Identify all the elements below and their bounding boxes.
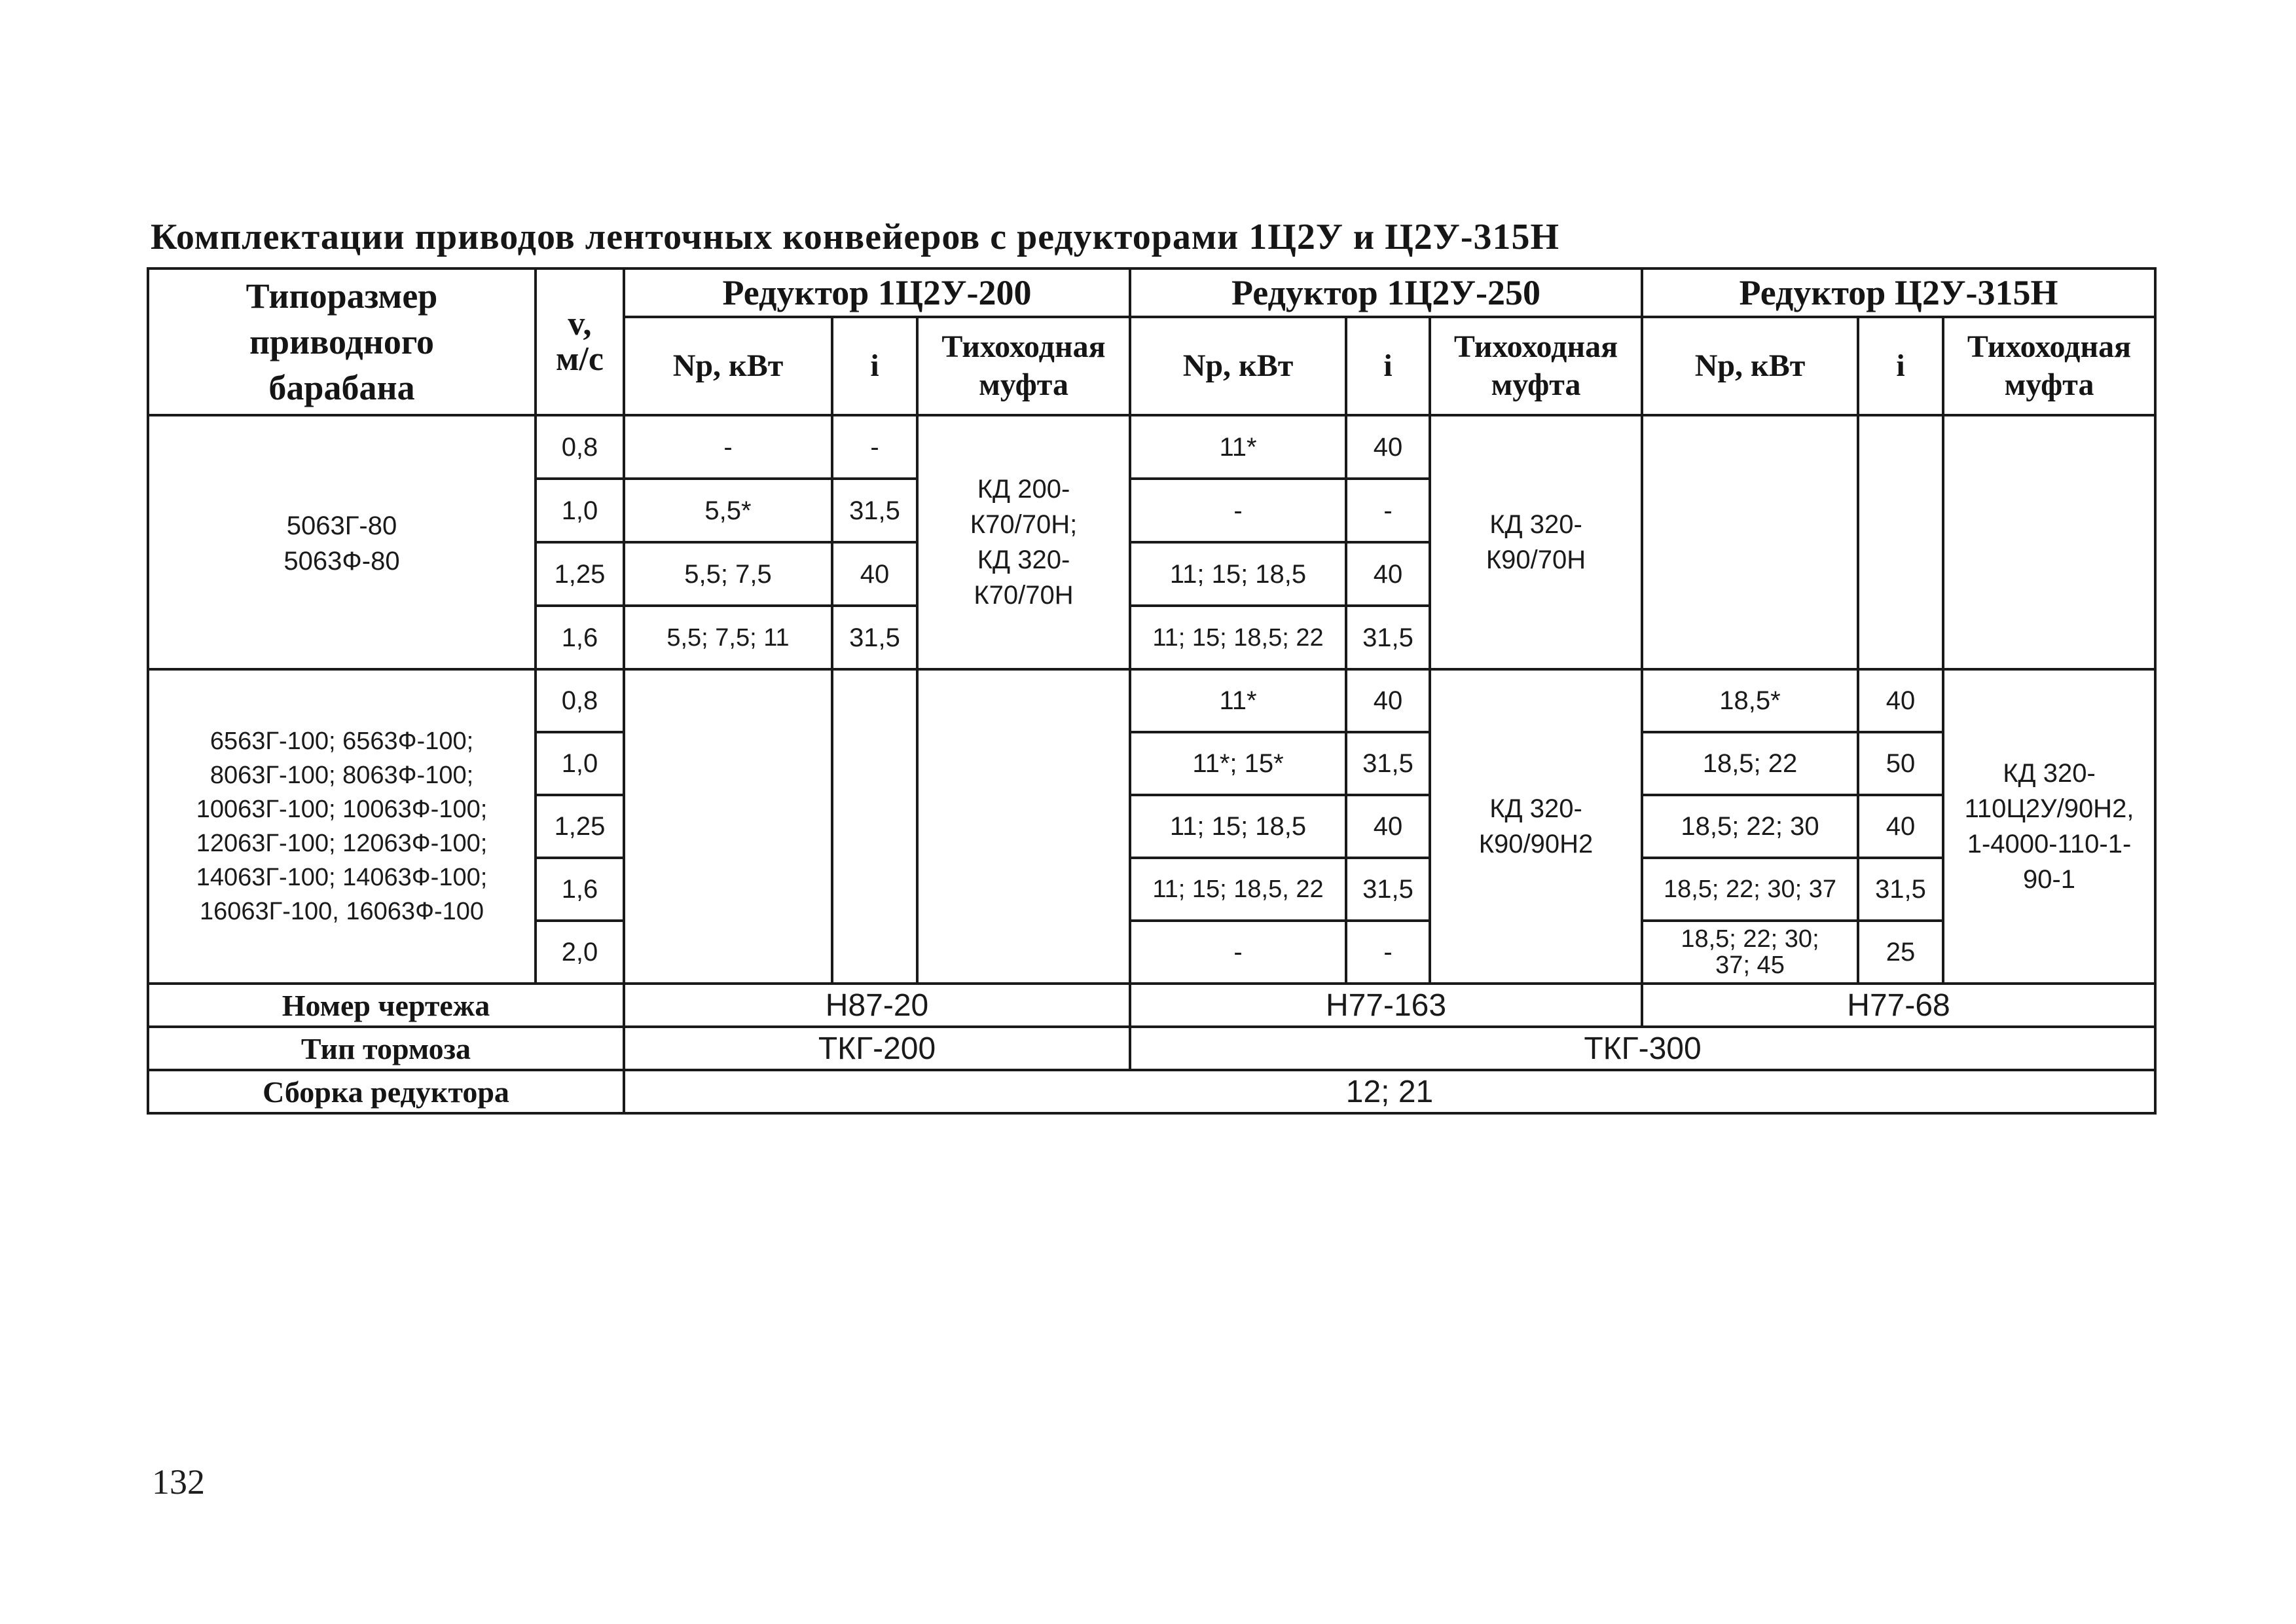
header-coupling-250: Тихоходная муфта: [1430, 317, 1642, 415]
np315-cell: 18,5; 22; 30: [1642, 795, 1858, 858]
speed-cell: 1,6: [536, 858, 624, 921]
i315-cell: 40: [1858, 795, 1943, 858]
header-np-315: Np, кВт: [1642, 317, 1858, 415]
np315-cell: 18,5*: [1642, 669, 1858, 732]
header-reducer-315: Редуктор Ц2У-315Н: [1642, 268, 2155, 317]
i250-cell: -: [1346, 921, 1430, 984]
speed-cell: 1,0: [536, 479, 624, 542]
speed-cell: 1,0: [536, 732, 624, 795]
np200-cell: -: [624, 415, 832, 479]
brake-type-200: ТКГ-200: [624, 1027, 1130, 1070]
drawing-number-250: Н77-163: [1130, 984, 1642, 1027]
header-reducer-200: Редуктор 1Ц2У-200: [624, 268, 1130, 317]
header-i-250: i: [1346, 317, 1430, 415]
header-i-200: i: [832, 317, 917, 415]
np315-cell: 18,5; 22: [1642, 732, 1858, 795]
np250-cell: 11*: [1130, 415, 1346, 479]
i200-group2-empty: [832, 669, 917, 984]
speed-cell: 2,0: [536, 921, 624, 984]
coupling200-group2-empty: [917, 669, 1130, 984]
page-title: Комплектации приводов ленточных конвейеров с редукторами 1Ц2У и Ц2У-315Н: [151, 217, 1560, 257]
i250-cell: 40: [1346, 669, 1430, 732]
table-row: [148, 669, 2155, 732]
np250-cell: 11; 15; 18,5: [1130, 795, 1346, 858]
i250-cell: -: [1346, 479, 1430, 542]
np200-cell: 5,5*: [624, 479, 832, 542]
header-np-250: Np, кВт: [1130, 317, 1346, 415]
header-speed: v, м/с: [536, 268, 624, 415]
np315-group1: [1642, 415, 1858, 669]
np200-cell: 5,5; 7,5: [624, 542, 832, 606]
np250-cell: 11; 15; 18,5: [1130, 542, 1346, 606]
i315-cell: 25: [1858, 921, 1943, 984]
i200-cell: 40: [832, 542, 917, 606]
header-coupling-315: Тихоходная муфта: [1943, 317, 2155, 415]
i250-cell: 40: [1346, 795, 1430, 858]
i200-cell: 31,5: [832, 606, 917, 669]
header-reducer-250: Редуктор 1Ц2У-250: [1130, 268, 1642, 317]
i250-cell: 31,5: [1346, 606, 1430, 669]
np250-cell: 11*; 15*: [1130, 732, 1346, 795]
page-number: 132: [152, 1462, 205, 1502]
np200-cell: 5,5; 7,5; 11: [624, 606, 832, 669]
i315-cell: 50: [1858, 732, 1943, 795]
drawing-number-200: Н87-20: [624, 984, 1130, 1027]
np315-cell: 18,5; 22; 30; 37; 45: [1642, 921, 1858, 984]
coupling-250-group2: КД 320- К90/90Н2: [1430, 669, 1642, 984]
brake-type-250-315: ТКГ-300: [1130, 1027, 2155, 1070]
i200-cell: -: [832, 415, 917, 479]
speed-cell: 1,6: [536, 606, 624, 669]
np200-group2-empty: [624, 669, 832, 984]
coupling-250-group1: КД 320- К90/70Н: [1430, 415, 1642, 669]
i250-cell: 31,5: [1346, 858, 1430, 921]
coupling-200-group1: КД 200- К70/70Н; КД 320- К70/70Н: [917, 415, 1130, 669]
brake-type-label: Тип тормоза: [148, 1027, 624, 1070]
speed-cell: 0,8: [536, 669, 624, 732]
speed-cell: 0,8: [536, 415, 624, 479]
i200-cell: 31,5: [832, 479, 917, 542]
header-drum-size: Типоразмер приводного барабана: [148, 268, 536, 415]
coupling-315-group1: [1943, 415, 2155, 669]
np250-cell: 11; 15; 18,5, 22: [1130, 858, 1346, 921]
coupling-315-group2: КД 320- 110Ц2У/90Н2, 1-4000-110-1- 90-1: [1943, 669, 2155, 984]
drawing-number-label: Номер чертежа: [148, 984, 624, 1027]
i315-cell: 40: [1858, 669, 1943, 732]
speed-cell: 1,25: [536, 542, 624, 606]
i315-group1: [1858, 415, 1943, 669]
drum-sizes-group2: 6563Г-100; 6563Ф-100; 8063Г-100; 8063Ф-100; 10063Г-100; 10063Ф-100; 12063Г-100; 12063Ф-100; 14063Г-100; 14063Ф-100; 16063Г-100, 16063Ф-100: [148, 669, 536, 984]
reducer-assembly-label: Сборка редуктора: [148, 1070, 624, 1113]
header-i-315: i: [1858, 317, 1943, 415]
i250-cell: 31,5: [1346, 732, 1430, 795]
np250-cell: 11; 15; 18,5; 22: [1130, 606, 1346, 669]
np250-cell: -: [1130, 479, 1346, 542]
header-np-200: Np, кВт: [624, 317, 832, 415]
np250-cell: 11*: [1130, 669, 1346, 732]
table-row: [148, 415, 2155, 479]
i250-cell: 40: [1346, 415, 1430, 479]
np250-cell: -: [1130, 921, 1346, 984]
drum-sizes-group1: 5063Г-80 5063Ф-80: [148, 415, 536, 669]
header-coupling-200: Тихоходная муфта: [917, 317, 1130, 415]
spec-table: [147, 267, 2157, 1115]
speed-cell: 1,25: [536, 795, 624, 858]
reducer-assembly-value: 12; 21: [624, 1070, 2155, 1113]
np315-cell: 18,5; 22; 30; 37: [1642, 858, 1858, 921]
drawing-number-315: Н77-68: [1642, 984, 2155, 1027]
i250-cell: 40: [1346, 542, 1430, 606]
i315-cell: 31,5: [1858, 858, 1943, 921]
